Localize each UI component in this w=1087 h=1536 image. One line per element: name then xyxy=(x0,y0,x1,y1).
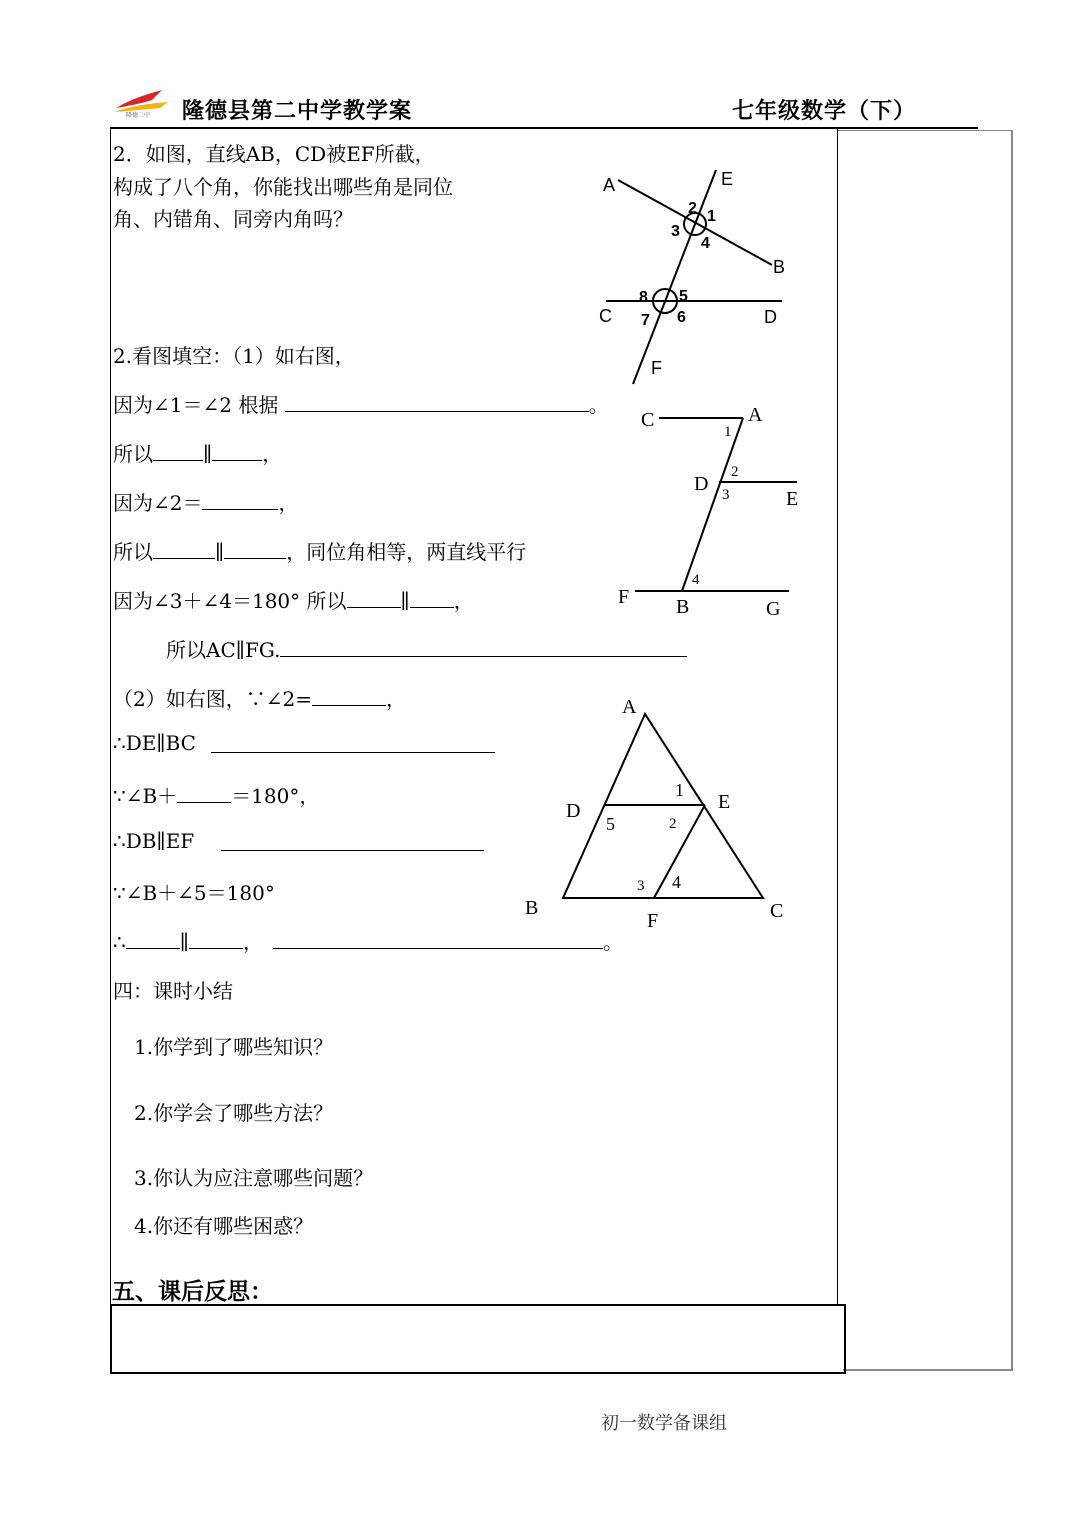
q2-l1-end: 。 xyxy=(588,393,609,417)
q2-l3-blank[interactable] xyxy=(202,491,278,510)
q2-line1 xyxy=(113,389,609,418)
q3-l6-therefore: ∴ xyxy=(113,930,126,954)
q3-l4-text: ∴DB∥EF xyxy=(113,829,195,853)
figure-transversal xyxy=(590,160,800,390)
fig1-angle-7: 7 xyxy=(641,312,650,329)
table-top-right-border xyxy=(838,130,1013,131)
fig3-angle-1: 1 xyxy=(675,780,684,800)
fig3-angle-4: 4 xyxy=(672,872,681,892)
footer-group: 初一数学备课组 xyxy=(601,1413,727,1434)
fig2-label-C: C xyxy=(641,409,655,431)
school-title: 隆德县第二中学教学案 xyxy=(182,98,413,124)
q3-l2-blank[interactable] xyxy=(211,752,495,753)
q2-l2-blank-1[interactable] xyxy=(153,442,203,461)
q3-l6-parallel: ∥ xyxy=(179,930,189,954)
q2-line3 xyxy=(113,487,298,516)
fig2-label-A: A xyxy=(748,404,763,426)
summary-item-2: 2.你学会了哪些方法？ xyxy=(134,1101,334,1125)
fig2-label-D: D xyxy=(694,473,709,495)
q2-l2-comma: ， xyxy=(262,442,283,466)
q3-l6-blank-1[interactable] xyxy=(126,930,180,949)
fig3-angle-3: 3 xyxy=(637,878,645,894)
header-rule xyxy=(110,127,978,129)
fig3-label-D: D xyxy=(566,800,581,822)
grade-label: 七年级数学（下） xyxy=(732,98,917,124)
q3-line1 xyxy=(113,683,406,712)
summary-title: 四：课时小结 xyxy=(113,979,233,1003)
fig3-label-A: A xyxy=(622,696,637,718)
svg-text:隆德二中: 隆德二中 xyxy=(126,112,151,118)
fig1-label-B: B xyxy=(773,257,786,277)
q2-l5-comma: ， xyxy=(453,589,474,613)
fig1-angle-8: 8 xyxy=(639,289,648,306)
q3-l1-text: （2）如右图，∵∠2= xyxy=(113,687,312,711)
table-mid-border xyxy=(837,129,838,1306)
fig3-label-C: C xyxy=(770,900,784,922)
fig1-angle-3: 3 xyxy=(671,223,680,240)
q1-line1: 2．如图，直线AB，CD被EF所截， xyxy=(113,142,435,166)
q2-title: 2.看图填空：（1）如右图， xyxy=(113,344,355,368)
q2-l2-text: 所以 xyxy=(113,442,153,466)
q2-l3-comma: ， xyxy=(278,491,299,515)
table-right-border xyxy=(1011,131,1013,1371)
q3-l1-comma: ， xyxy=(385,687,406,711)
q2-l5-blank-1[interactable] xyxy=(347,589,401,608)
fig2-angle-4: 4 xyxy=(692,572,700,588)
q2-l2-parallel: ∥ xyxy=(203,442,213,466)
q2-l3-text: 因为∠2＝ xyxy=(113,491,203,515)
q2-l1-text: 因为∠1＝∠2 根据 xyxy=(113,393,279,417)
fig3-angle-2: 2 xyxy=(669,816,677,832)
q3-line2 xyxy=(113,731,196,755)
q2-l4-blank-1[interactable] xyxy=(153,540,215,559)
fig1-label-E: E xyxy=(721,169,734,189)
q3-l3-blank[interactable] xyxy=(177,784,231,803)
fig2-label-F: F xyxy=(618,586,630,608)
fig1-label-F: F xyxy=(651,358,662,378)
fig2-angle-2: 2 xyxy=(731,464,739,480)
q3-line5 xyxy=(113,877,275,906)
summary-item-4: 4.你还有哪些困惑？ xyxy=(134,1214,314,1238)
fig1-angle-5: 5 xyxy=(679,288,688,305)
q3-l3-text: ∵∠B＋ xyxy=(113,784,178,808)
q3-l1-blank[interactable] xyxy=(312,687,386,706)
q2-l4-text: 所以 xyxy=(113,540,153,564)
fig1-label-C: C xyxy=(599,306,612,326)
q3-l2-text: ∴DE∥BC xyxy=(113,731,196,755)
fig3-angle-5: 5 xyxy=(606,814,615,834)
q3-l4-blank[interactable] xyxy=(221,850,484,851)
fig2-angle-3: 3 xyxy=(722,487,730,503)
q3-line3 xyxy=(113,780,319,809)
q3-l5-text: ∵∠B＋∠5＝180° xyxy=(113,881,275,905)
fig1-label-D: D xyxy=(764,307,777,327)
fig3-label-E: E xyxy=(718,791,731,813)
q2-l4-rule: ，同位角相等，两直线平行 xyxy=(286,540,527,564)
reflection-title: 五、课后反思： xyxy=(112,1278,273,1305)
figure-parallel-lines xyxy=(612,400,802,620)
q3-line4 xyxy=(113,829,194,853)
q1-line3: 角、内错角、同旁内角吗？ xyxy=(113,207,353,231)
summary-item-3: 3.你认为应注意哪些问题？ xyxy=(134,1166,374,1190)
q2-line2 xyxy=(113,438,282,467)
fig1-angle-4: 4 xyxy=(701,235,710,252)
q2-line6 xyxy=(166,634,687,663)
q2-reason-blank[interactable] xyxy=(285,393,589,412)
figure-triangle xyxy=(520,690,790,940)
fig1-angle-6: 6 xyxy=(677,309,686,326)
fig1-label-A: A xyxy=(603,175,616,195)
fig2-label-E: E xyxy=(786,488,799,510)
fig3-label-B: B xyxy=(525,897,539,919)
fig2-label-G: G xyxy=(766,598,781,620)
fig2-label-B: B xyxy=(676,596,690,618)
q3-l6-blank-2[interactable] xyxy=(189,930,243,949)
q2-l5-text: 因为∠3＋∠4＝180° 所以 xyxy=(113,589,347,613)
school-logo xyxy=(112,84,170,118)
fig1-angle-2: 2 xyxy=(688,200,697,217)
q2-l6-blank[interactable] xyxy=(280,638,687,657)
q2-line5 xyxy=(113,585,474,614)
fig1-angle-1: 1 xyxy=(707,208,716,225)
summary-item-1: 1.你学到了哪些知识？ xyxy=(134,1035,334,1059)
q2-l5-parallel: ∥ xyxy=(400,589,410,613)
q2-l5-blank-2[interactable] xyxy=(410,589,454,608)
q1-line2: 构成了八个角，你能找出哪些角是同位 xyxy=(113,175,453,199)
q2-l4-parallel: ∥ xyxy=(215,540,225,564)
reflection-box[interactable] xyxy=(110,1304,846,1374)
q2-line4 xyxy=(113,536,526,565)
table-left-border xyxy=(110,129,111,1371)
q2-l6-text: 所以AC∥FG. xyxy=(166,638,281,662)
fig3-label-F: F xyxy=(647,910,659,932)
q3-l6-comma: ， xyxy=(242,930,263,954)
q3-l3-end: ＝180°， xyxy=(231,784,320,808)
table-bottom-right-border xyxy=(843,1369,1013,1371)
q2-l4-blank-2[interactable] xyxy=(224,540,286,559)
q3-l6-end: 。 xyxy=(602,930,623,954)
q2-l2-blank-2[interactable] xyxy=(212,442,262,461)
fig2-angle-1: 1 xyxy=(724,424,732,440)
